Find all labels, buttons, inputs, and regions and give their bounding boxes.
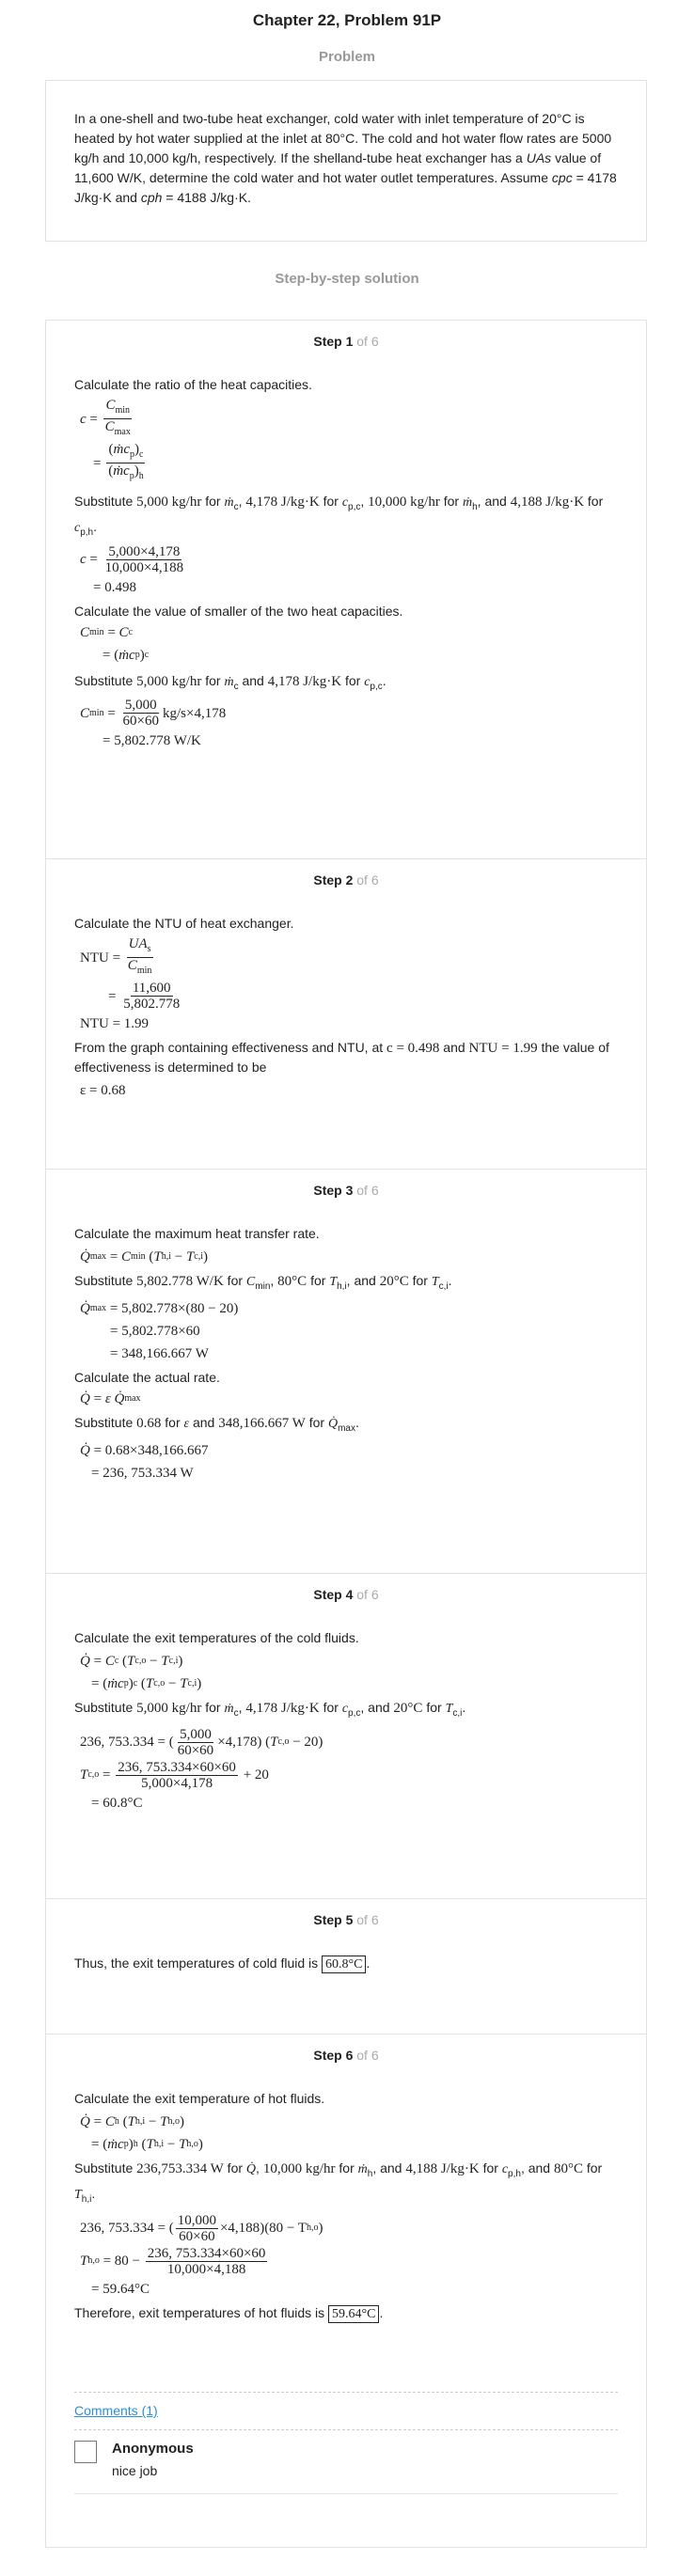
problem-statement: In a one-shell and two-tube heat exchanger, cold water with inlet temperature of 20°C is heated by hot water supplied at the inlet at 80°C. The cold and hot water flow rates are 5000 kg/h and 10,000 kg/h, respectively. If the shelland-tube heat exchanger has a UAs value of 11,600 W/K, determine the cold water and hot water outlet temperatures. Assume cpc = 4178 J/kg·K and cph = 4188 J/kg·K. [74,111,617,205]
step3-substitute-1: Substitute 5,802.778 W/K for $C_{min}$, 80°C for $T_{h,i}$, and 20°C for $T_{c,i}$. [74,1273,452,1292]
step1-eq-c-ratio: c = $\frac{C_{min}}{C_{max}}$ = $\frac{(ṁc_p)_c}{(ṁc_p)_h}$ [80,398,144,481]
comments-section [74,2403,618,2420]
step2-eq-eps: ε = 0.68 [80,1083,126,1098]
step4-eq-tco: 236, 753.334 = ( $\frac{5,000}{60\times 60}$ ×4,178 ) ( T c,o − 20) T c,o = $\frac{236, 753.334\times 60\times 60}{5,000\times 4,178}$ + 20 = 60.8°C [80,1726,323,1811]
hot-outlet-answer: 59.64°C [328,2305,379,2323]
step3-text-1: Calculate the maximum heat transfer rate. [74,1226,320,1241]
step-6-header: Step 6 of 6 [313,2048,379,2063]
step-5 [46,1898,646,2034]
comments-divider [74,2392,618,2393]
cold-outlet-answer: 60.8°C [322,1956,366,1973]
step3-eq-q: Q̇ = ε Q̇ max [80,1390,141,1406]
problem-box [45,80,647,242]
step1-eq-cmin-value: C min = $\frac{5,000}{60\times 60}$ kg/s×4,178 = 5,802.778 W/K [80,698,227,749]
problem-heading: Problem [318,49,375,65]
step4-eq-q-cold: Q̇ = C c ( T c,o − T c,i ) = ( ṁc p ) c ( T c,o − T c,i ) [80,1654,202,1691]
step4-substitute: Substitute 5,000 kg/hr for ṁ$_c$, 4,178 J/kg·K for $c_{p,c}$, and 20°C for $T_{c,i}$. [74,1700,466,1719]
solution-box [45,320,647,2548]
step6-eq-tho: 236, 753.334 = ( $\frac{10,000}{60\times 60}$ ×4,188 ) (80 − T h,o ) T h,o = 80 − $\frac{236, 753.334\times 60\times 60}{10,000\times 4,188}$ = 59.64°C [80,2212,323,2297]
step-3 [46,1169,646,1573]
step1-substitute-2: Substitute 5,000 kg/hr for ṁ$_c$ and 4,178 J/kg·K for $c_{p,c}$. [74,672,386,692]
comment-text: nice job [112,2463,158,2478]
step3-eq-qmax-value: Q̇ max = 5,802.778×(80 − 20) = 5,802.778×60 = 348,166.667 W [80,1300,239,1361]
step6-text-1: Calculate the exit temperature of hot fluids. [74,2091,325,2106]
comments-link[interactable]: Comments (1) [74,2403,158,2418]
step6-result: Therefore, exit temperatures of hot fluids is 59.64°C . [74,2304,384,2321]
step1-substitute-1: Substitute 5,000 kg/hr for ṁ$_c$, 4,178 J/kg·K for $c_{p,c}$, 10,000 kg/hr for ṁ$_h$, and 4,188 J/kg·K for $c_{p,h}$. [74,494,604,538]
step-6 [46,2034,646,2549]
step-2 [46,858,646,1169]
step1-text-1: Calculate the ratio of the heat capacities. [74,377,312,392]
step3-substitute-2: Substitute 0.68 for ε and 348,166.667 W for $Q̇_{max}$. [74,1414,359,1434]
solution-heading: Step-by-step solution [275,271,419,287]
step1-text-3: Calculate the value of smaller of the two heat capacities. [74,603,403,619]
step1-eq-cmin: C min = C c = ( ṁc p ) c [80,624,150,663]
step4-text-1: Calculate the exit temperatures of the cold fluids. [74,1630,359,1645]
step-4-header: Step 4 of 6 [313,1587,379,1602]
step-4 [46,1573,646,1898]
step3-text-2: Calculate the actual rate. [74,1369,220,1385]
step-1-header: Step 1 of 6 [313,334,379,349]
step6-eq-q-hot: Q̇ = C h ( T h,i − T h,o ) = ( ṁc p ) h ( T h,i − T h,o ) [80,2114,203,2152]
comment-author: Anonymous [112,2441,194,2457]
step3-eq-q-value: Q̇ = 0.68×348,166.667 = 236, 753.334 W [80,1442,209,1481]
step-3-header: Step 3 of 6 [313,1183,379,1198]
page-title: Chapter 22, Problem 91P [252,11,442,29]
step2-text-2: From the graph containing effectiveness and NTU, at c = 0.498 and NTU = 1.99 the value of effectiveness is determined to be [74,1040,609,1075]
step2-text-1: Calculate the NTU of heat exchanger. [74,916,294,931]
step5-result: Thus, the exit temperatures of cold fluid is 60.8°C . [74,1956,371,1971]
avatar [74,2441,97,2463]
step1-eq-c-value: c = $\frac{5,000\times 4,178}{10,000\times 4,188}$ = 0.498 [80,543,184,595]
step2-eq-ntu: NTU = $\frac{UA_s}{C_{min}}$ = $\frac{11,600}{5,802.778}$ NTU = 1.99 [80,936,181,1031]
step-1 [46,321,646,858]
comments-bottom-divider [74,2493,618,2494]
comments-divider-2 [74,2429,618,2430]
step-5-header: Step 5 of 6 [313,1912,379,1927]
step6-substitute: Substitute 236,753.334 W for Q̇, 10,000 kg/hr for ṁ$_h$, and 4,188 J/kg·K for $c_{p,h}$, and 80°C for $T_{h,i}$. [74,2160,603,2205]
step-2-header: Step 2 of 6 [313,872,379,887]
step3-eq-qmax: Q̇ max = C min ( T h,i − T c,i ) [80,1249,209,1264]
